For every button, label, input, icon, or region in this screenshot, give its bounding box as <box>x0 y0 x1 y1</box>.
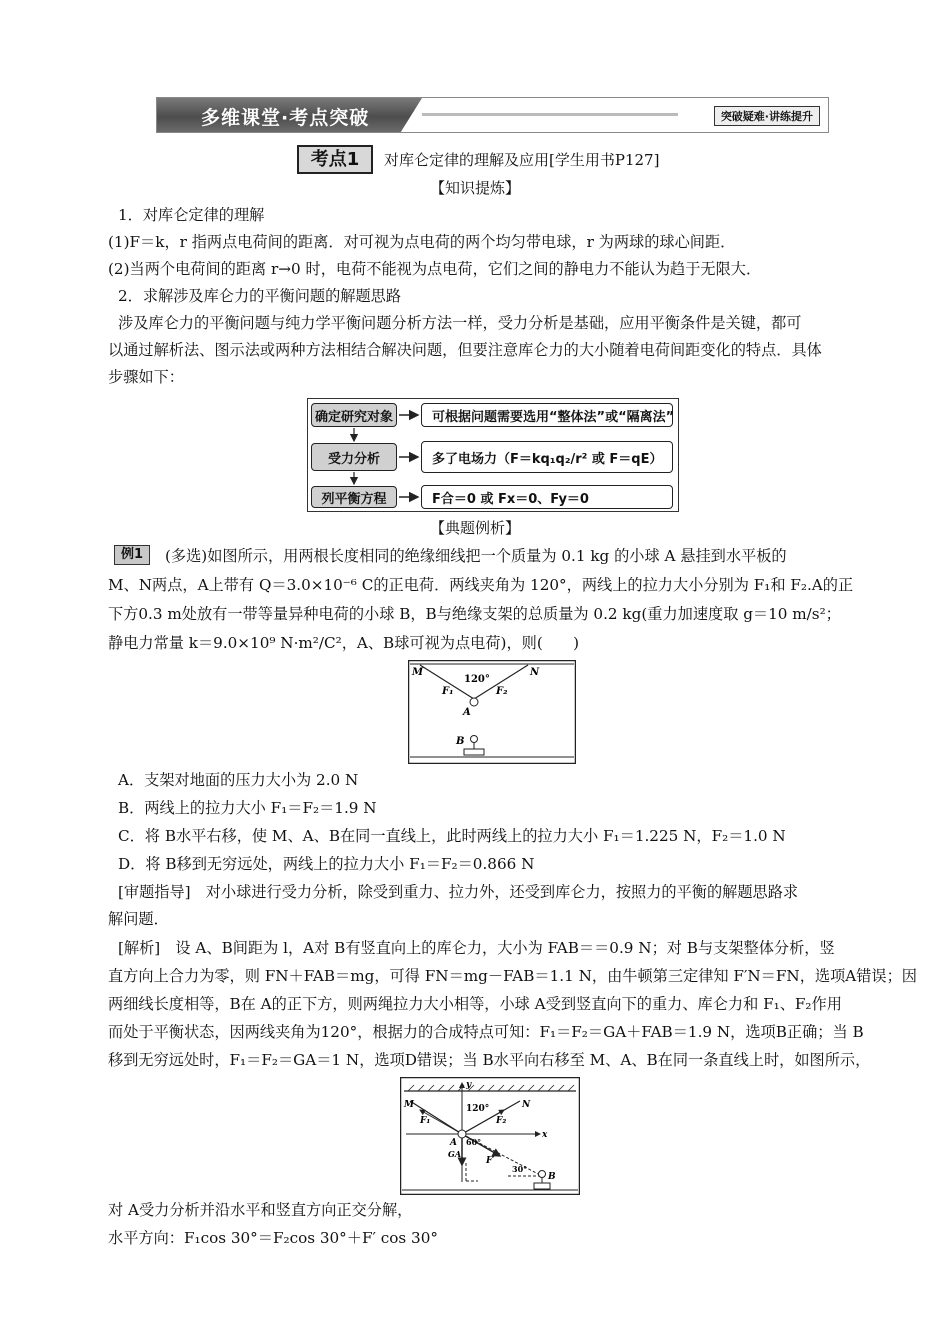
fig2-label-ga: GA <box>448 1149 462 1159</box>
fig1-label-a: A <box>463 707 471 718</box>
fig2-angle-120: 120° <box>466 1104 490 1114</box>
guide-line-2: 解问题． <box>108 910 169 928</box>
flow-result-equation: F合＝0 或 Fx＝0、Fy＝0 <box>421 485 673 509</box>
ball-b <box>471 736 478 743</box>
option-c: C．将 B水平右移，使 M、A、B在同一直线上，此时两线上的拉力大小 F₁＝1.225 N，F₂＝1.0 N <box>118 827 786 845</box>
knowledge-line-4: 2．求解涉及库仑力的平衡问题的解题思路 <box>118 287 402 305</box>
analysis-line-4: 而处于平衡状态，因两线夹角为120°，根据力的合成特点可知：F₁＝F₂＝GA＋FAB＝1.9 N，选项B正确；当 B <box>108 1023 864 1041</box>
fig2-label-a: A <box>450 1138 457 1148</box>
example-line-1: (多选)如图所示，用两根长度相同的绝缘细线把一个质量为 0.1 kg 的小球 A 悬挂到水平板的 <box>165 547 787 565</box>
fig1-label-f1: F₁ <box>442 686 454 697</box>
tail-line-1: 对 A受力分析并沿水平和竖直方向正交分解， <box>108 1201 413 1219</box>
option-d: D．将 B移到无穷远处，两线上的拉力大小 F₁＝F₂＝0.866 N <box>118 855 535 873</box>
example-badge: 例1 <box>114 545 150 565</box>
knowledge-line-5: 涉及库仑力的平衡问题与纯力学平衡问题分析方法一样，受力分析是基础，应用平衡条件是关键，都可 <box>118 314 802 332</box>
analysis-line-5: 移到无穷远处时，F₁＝F₂＝GA＝1 N，选项D错误；当 B水平向右移至 M、A、B在同一条直线上时，如图所示， <box>108 1051 871 1069</box>
knowledge-line-6: 以通过解析法、图示法或两种方法相结合解决问题，但要注意库仑力的大小随着电荷间距变化的特点．具体 <box>108 341 822 359</box>
banner-title: 多维课堂·考点突破 <box>201 107 370 129</box>
knowledge-line-3: (2)当两个电荷间的距离 r→0 时，电荷不能视为点电荷，它们之间的静电力不能认为趋于无限大． <box>108 260 762 278</box>
flow-result-force: 多了电场力（F＝kq₁q₂/r² 或 F＝qE） <box>421 441 673 473</box>
flowchart <box>307 398 679 512</box>
section-knowledge-heading: 【知识提炼】 <box>429 179 520 197</box>
fig2-label-fprime: F′ <box>486 1156 495 1166</box>
fig1-label-b: B <box>456 736 465 747</box>
fig2-label-f1: F₁ <box>420 1116 431 1126</box>
fig2-label-x: x <box>542 1130 548 1140</box>
fig1-label-m: M <box>412 667 424 678</box>
flow-arrows <box>308 399 678 511</box>
topic-badge: 考点1 <box>297 145 373 174</box>
analysis-line-3: 两细线长度相等，B在 A的正下方，则两绳拉力大小相等，小球 A受到竖直向下的重力、库仑力和 F₁、F₂作用 <box>108 995 842 1013</box>
banner-stripe <box>422 113 678 116</box>
fig2-label-y: y <box>466 1080 472 1090</box>
example-line-3: 下方0.3 m处放有一带等量异种电荷的小球 B，B与绝缘支架的总质量为 0.2 kg(重力加速度取 g＝10 m/s²； <box>108 605 841 623</box>
figure-2 <box>400 1077 580 1195</box>
fig2-label-m: M <box>404 1100 414 1110</box>
fig2-label-b: B <box>548 1172 556 1182</box>
figure-1 <box>408 660 576 764</box>
knowledge-line-2: (1)F＝k，r 指两点电荷间的距离．对可视为点电荷的两个均匀带电球，r 为两球的球心间距． <box>108 233 736 251</box>
fig2-angle-30: 30° <box>512 1164 528 1174</box>
fig1-label-f2: F₂ <box>496 686 508 697</box>
option-a: A．支架对地面的压力大小为 2.0 N <box>118 771 359 789</box>
fig2-label-f2: F₂ <box>496 1116 507 1126</box>
topic-title: 对库仑定律的理解及应用[学生用书P127] <box>384 151 660 169</box>
fig1-label-n: N <box>530 667 540 678</box>
analysis-line-2: 直方向上合力为零，则 FN＋FAB＝mg，可得 FN＝mg－FAB＝1.1 N，由牛顿第三定律知 F′N＝FN，选项A错误；因 <box>108 967 917 985</box>
fig1-angle: 120° <box>464 674 490 685</box>
guide-line-1: [审题指导] 对小球进行受力分析，除受到重力、拉力外，还受到库仑力，按照力的平衡的解题思路求 <box>118 883 799 901</box>
option-b: B．两线上的拉力大小 F₁＝F₂＝1.9 N <box>118 799 377 817</box>
flow-result-identify: 可根据问题需要选用“整体法”或“隔离法” <box>421 403 673 427</box>
flow-step-force: 受力分析 <box>311 443 397 471</box>
example-line-4: 静电力常量 k＝9.0×10⁹ N·m²/C²，A、B球可视为点电荷)，则( ) <box>108 634 580 652</box>
tail-line-2: 水平方向：F₁cos 30°＝F₂cos 30°＋F′ cos 30° <box>108 1229 438 1247</box>
section-banner <box>156 97 829 133</box>
ball-a <box>470 698 478 706</box>
fig2-angle-60: 60° <box>466 1137 482 1147</box>
section-example-heading: 【典题例析】 <box>429 519 520 537</box>
flow-step-equation: 列平衡方程 <box>311 486 397 508</box>
fig2-label-n: N <box>522 1100 531 1110</box>
flow-step-identify: 确定研究对象 <box>311 403 397 427</box>
banner-tag: 突破疑难·讲练提升 <box>714 106 820 126</box>
knowledge-line-1: 1．对库仑定律的理解 <box>118 206 265 224</box>
example-line-2: M、N两点，A上带有 Q＝3.0×10⁻⁶ C的正电荷．两线夹角为 120°，两线上的拉力大小分别为 F₁和 F₂.A的正 <box>108 576 854 594</box>
knowledge-line-7: 步骤如下： <box>108 368 184 386</box>
analysis-line-1: [解析] 设 A、B间距为 l，A对 B有竖直向上的库仑力，大小为 FAB＝＝0.9 N；对 B与支架整体分析，竖 <box>118 939 835 957</box>
